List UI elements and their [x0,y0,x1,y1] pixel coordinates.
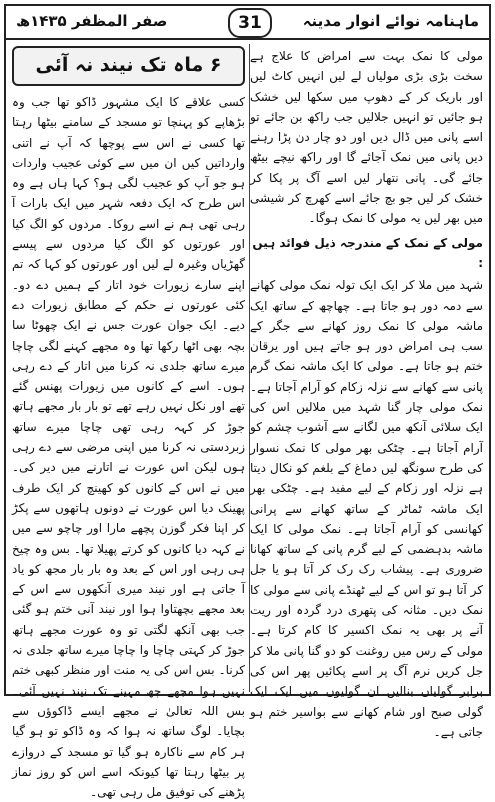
right-column [250,46,483,739]
radish-salt-intro: مولی کا نمک بہت سے امراض کا علاج ہے سخت بڑی بڑی مولیاں لے لیں انہیں کاٹ لیں اور باریک کر کے دھوپ میں سکھا لیں خشک ہو جائیں تو انہیں جلالیں جب راکھ بن جائے تو اسے پانی میں ڈال دیں اور دو چار دن پڑا رہنے دیں پانی میں نمک آجائے گا اور راکھ نیچے بیٹھ جائے گی۔ پانی نتھار لیں اسے آگ پر پکا کر خشک کر لیں جو بچ جائے اسے کھرچ کر شیشی میں بھر لیں یہ مولی کا نمک ہوگا۔ [250,49,483,226]
page-frame [4,4,491,800]
article-title: ۶ ماہ تک نیند نہ آئی [12,46,245,86]
left-column [12,46,245,800]
benefits-text: شہد میں ملا کر ایک ایک تولہ نمک مولی کھانے سے دمہ دور ہو جاتا ہے۔ چھاچھ کے ساتھ ایک ماشہ مولی کا نمک روز کھانے سے جگر کے سب ہی امراض دور ہو جاتے ہیں اور یرقان ختم ہو جاتا ہے۔ مولی کا ایک ماشہ نمک گرم پانی سے کھانے سے نزلہ زکام کو آرام آجاتا ہے۔ نمک مولی چار گنا شہد میں ملالیں اس کی ایک سلائی آنکھ میں لگانے سے آشوب چشم کو آرام آجاتا ہے۔ چٹکی بھر مولی کا نمک نسوار کی طرح سونگھ لیں دماغ کے بلغم کو نکال دیتا ہے نزلہ اور زکام کے لیے مفید ہے۔ چٹکی بھر ایک ماشہ ٹماٹر کے ساتھ کھانے سے پرانی کھانسی کو آرام آجاتا ہے۔ نمک مولی کا ایک ماشہ بدہضمی کے لیے گرم پانی کے ساتھ کھانا ضروری ہے۔ پیشاب رک رک کر آتا ہو یا جل کر آتا ہو تو اس کے لیے ٹھنڈے پانی سے مولی کا نمک دیں۔ مثانہ کی پتھری درد گردہ اور ریت آنے پر بھی یہ نمک اکسیر کا کام کرتا ہے۔ مولی کے رس میں روغنت کو دو گنا پانی ملا کر جل کریں نرم آگ پر اسے پکائیں پھر اس کی برابر گولیاں بنالیں ان گولیوں میں ایک ایک گولی صبح اور شام کھانے سے بواسیر ختم ہو جاتی ہے۔ [250,278,483,739]
issue-date: صفر المظفر ۱۴۳۵ھ [16,12,168,30]
benefits-heading: مولی کے نمک کے مندرجہ ذیل فوائد ہیں : [252,235,483,270]
magazine-title: ماہنامہ نوائے انوار مدینہ [302,12,479,30]
page-header [6,6,489,40]
article-body: کسی علاقے کا ایک مشہور ڈاکو تھا جب وہ بڑھاپے کو پہنچا تو مسجد کے سامنے بیٹھا رہتا تھا کسی نے اس سے پوچھا کہ آپ نے اتنی وارداتیں کیں ان میں سے کوئی عجیب واردات ہو جو آپ کو عجیب لگی ہو؟ کہا ہاں ہے وہ اس طرح کہ ایک دفعہ شہر میں ایک بارات آ رہی تھی ہم نے اسے روکا۔ مردوں کو الگ کیا اور عورتوں کو الگ کیا مردوں سے پیسے گھڑیاں وغیرہ لے لیں اور عورتوں کو کہا کہ تم اپنے سارے زیورات خود اتار کے ہمیں دے دو۔ کئی عورتوں نے حکم کے مطابق زیورات دے دیے۔ ایک جوان عورت جس نے ایک چھوٹا سا بچہ بھی اٹھا رکھا تھا وہ مجھے کہنے لگی چاچا میرے ساتھ جلدی نہ کرنا میں اتار کے دے رہی ہوں۔ اسے کے کانوں میں زیورات پھنس گئے تھے اور نکل نہیں رہے تھے تو بار بار مجھے ہاتھ جوڑ کر کہہ رہی تھی چاچا میرے ساتھ زبردستی نہ کرنا میں اپنی مرضی سے دے رہی ہوں لیکن اس عورت نے اتارنے میں دیر کی۔ میں نے اس کے کانوں کو کھینچ کر ایک طرف پھینک دیا اس عورت نے دونوں ہاتھوں سے پکڑ کر اپنا فکر گوزن پچھے مارا اور چاچو سے میں نے کہہ دیا کانوں کو کرتے پھیلا تھا۔ بس وہ چیخ ہی رہی اور اس کے بعد وہ بار بار مجھ کو یاد آ جاتی ہے اور نیند میری آنکھوں سے اس کے بعد مجھے بچھتاوا ہوا اور نیند آنی ختم ہو گئی جب بھی آنکھ لگتی تو وہ عورت مجھے ہاتھ جوڑ کر کہتی چاچا وا چاچا میرے ساتھ جلدی نہ کرنا۔ بس اس کی یہ منت اور منظر کبھی ختم نہیں ہوا مجھے چھ مہینے تک نیند نہیں آئی۔ بس اللہ تعالیٰ نے مجھے ایسے ڈاکوؤں سے بچایا۔ لوگ ساتھ نہ ہوا کہ وہ ڈاکو تو ہو گیا ہر کام سے ناکارہ ہو گیا تو مسجد کے دروازے پر بیٹھا رہتا تھا کیونکہ اسے اس کو روز نماز پڑھنے کی توفیق مل رہی تھی۔ [12,95,245,800]
page-number: 31 [228,8,272,38]
